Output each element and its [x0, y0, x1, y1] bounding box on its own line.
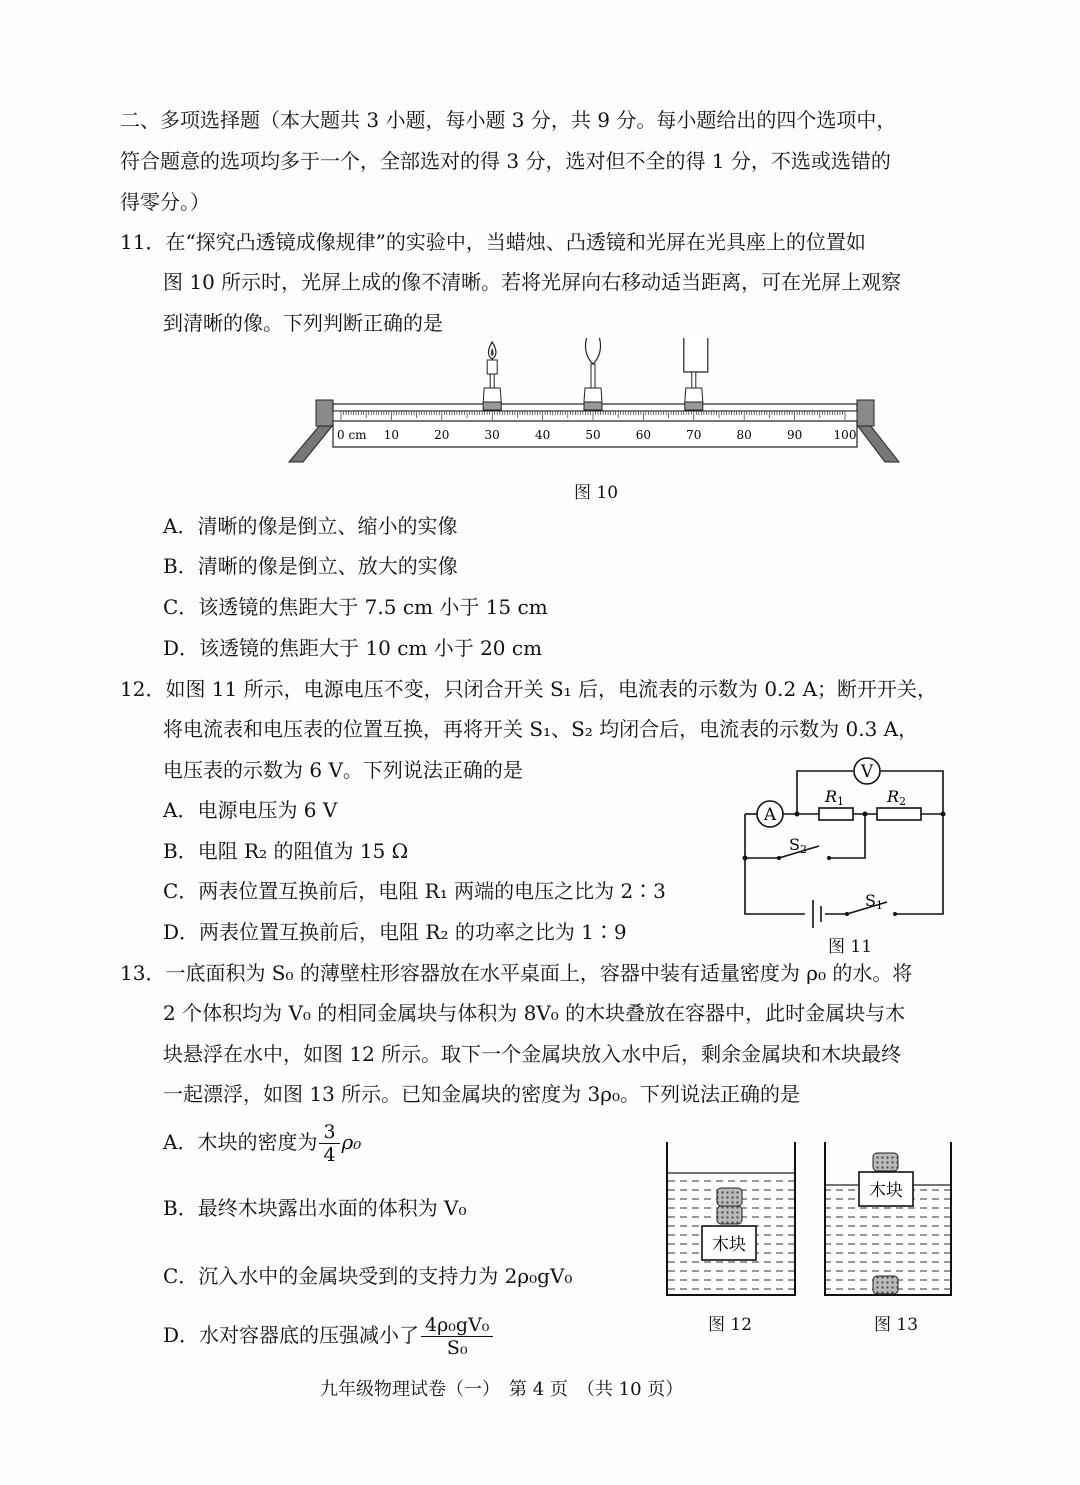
q13-stem-line-1: 13．一底面积为 S₀ 的薄壁柱形容器放在水平桌面上，容器中装有适量密度为 ρ₀ 的水。将: [120, 961, 913, 985]
q13-option-a-text: A．木块的密度为: [163, 1130, 318, 1154]
bench-left-end-block: [316, 400, 333, 426]
ruler-label: 0 cm: [337, 428, 367, 442]
q13-option-d-fraction: $\frac{\text{4ρ₀gV₀}}{\text{S₀}}$: [421, 1314, 493, 1359]
q13-option-a-fraction: $\frac{3}{4}$: [319, 1121, 339, 1166]
q11-option-c: C．该透镜的焦距大于 7.5 cm 小于 15 cm: [163, 595, 548, 619]
figure-10-caption: 图 10: [574, 483, 619, 503]
metal-block-bottom: [717, 1206, 742, 1224]
figure-11-circuit: [735, 752, 955, 928]
metal-block-top: [717, 1188, 742, 1206]
q13-option-d: [163, 1310, 495, 1360]
ruler-label: 70: [686, 428, 702, 442]
figure-13-caption: 图 13: [874, 1315, 919, 1335]
figure-12-container: [667, 1142, 795, 1295]
resistor-r2: [877, 808, 921, 820]
figure-13-container: [825, 1142, 951, 1295]
q11-stem-line-3: 到清晰的像。下列判断正确的是: [163, 311, 443, 335]
s2-label: S2: [789, 835, 807, 856]
wood-label-fig12: 木块: [712, 1235, 746, 1255]
q13-stem-line-4: 一起漂浮，如图 13 所示。已知金属块的密度为 3ρ₀。下列说法正确的是: [163, 1082, 801, 1106]
candle: [483, 342, 501, 410]
ruler-label: 20: [434, 428, 450, 442]
ruler-label: 60: [635, 428, 652, 442]
q12-option-c: C．两表位置互换前后，电阻 R₁ 两端的电压之比为 2∶3: [163, 879, 666, 903]
q11-option-b: B．清晰的像是倒立、放大的实像: [163, 554, 458, 578]
q11-option-d: D．该透镜的焦距大于 10 cm 小于 20 cm: [163, 636, 543, 660]
q13-stem-line-3: 块悬浮在水中，如图 12 所示。取下一个金属块放入水中后，剩余金属块和木块最终: [163, 1042, 902, 1066]
s1-label: S1: [865, 891, 883, 912]
ruler-label: 30: [484, 428, 500, 442]
q13-option-d-text: D．水对容器底的压强减小了: [163, 1323, 420, 1347]
figure-12-caption: 图 12: [708, 1315, 753, 1335]
q12-option-d: D．两表位置互换前后，电阻 R₂ 的功率之比为 1∶9: [163, 920, 627, 944]
q12-option-b: B．电阻 R₂ 的阻值为 15 Ω: [163, 839, 409, 863]
ruler-label: 40: [534, 428, 551, 442]
q13-option-c: C．沉入水中的金属块受到的支持力为 2ρ₀gV₀: [163, 1264, 573, 1288]
figure-10-optical-bench: [285, 338, 905, 466]
section-heading-line-3: 得零分。）: [120, 190, 210, 214]
q12-option-a: A．电源电压为 6 V: [163, 798, 338, 822]
q12-stem-line-3: 电压表的示数为 6 V。下列说法正确的是: [163, 758, 523, 782]
ruler-label: 80: [736, 428, 752, 442]
wood-label-fig13: 木块: [869, 1181, 903, 1201]
figures-12-13-containers: [655, 1140, 955, 1300]
ammeter-label: A: [763, 805, 777, 825]
q11-option-a: A．清晰的像是倒立、缩小的实像: [163, 514, 458, 538]
r2-label: R2: [887, 787, 907, 808]
metal-block-sunk: [873, 1276, 898, 1294]
section-heading-line-2: 符合题意的选项均多于一个，全部选对的得 3 分，选对但不全的得 1 分，不选或选错的: [120, 149, 891, 173]
ruler-label: 90: [786, 428, 803, 442]
q12-stem-line-1: 12．如图 11 所示，电源电压不变，只闭合开关 S₁ 后，电流表的示数为 0.2 A；断开开关，: [120, 677, 938, 701]
ruler-label: 10: [383, 428, 400, 442]
metal-block-on-wood: [873, 1153, 898, 1171]
q12-stem-line-2: 将电流表和电压表的位置互换，再将开关 S₁、S₂ 均闭合后，电流表的示数为 0.3 A，: [163, 717, 919, 741]
section-heading-line-1: 二、多项选择题（本大题共 3 小题，每小题 3 分，共 9 分。每小题给出的四个选项中，: [120, 108, 897, 132]
q11-stem-line-1: 11．在“探究凸透镜成像规律”的实验中，当蜡烛、凸透镜和光屏在光具座上的位置如: [120, 230, 866, 254]
switch-s2-contact: [827, 856, 831, 860]
r1-label: R1: [825, 787, 845, 808]
switch-s1-contact: [893, 912, 897, 916]
q11-stem-line-2: 图 10 所示时，光屏上成的像不清晰。若将光屏向右移动适当距离，可在光屏上观察: [163, 270, 902, 294]
ruler-label: 50: [585, 428, 601, 442]
voltmeter-label: V: [860, 762, 874, 782]
bench-right-end-block: [857, 400, 874, 426]
resistor-r1: [819, 808, 853, 820]
page-footer: 九年级物理试卷（一） 第 4 页 （共 10 页）: [320, 1379, 684, 1400]
figure-11-caption: 图 11: [828, 937, 873, 957]
light-screen: [684, 338, 708, 410]
q13-option-b: B．最终木块露出水面的体积为 V₀: [163, 1196, 467, 1220]
convex-lens: [584, 338, 602, 410]
ruler-label: 100: [833, 428, 857, 442]
q13-option-a: A．木块的密度为 $\frac{3}{4}$ ρ₀: [163, 1121, 362, 1166]
q13-stem-line-2: 2 个体积均为 V₀ 的相同金属块与体积为 8V₀ 的木块叠放在容器中，此时金属块与木: [163, 1001, 906, 1025]
